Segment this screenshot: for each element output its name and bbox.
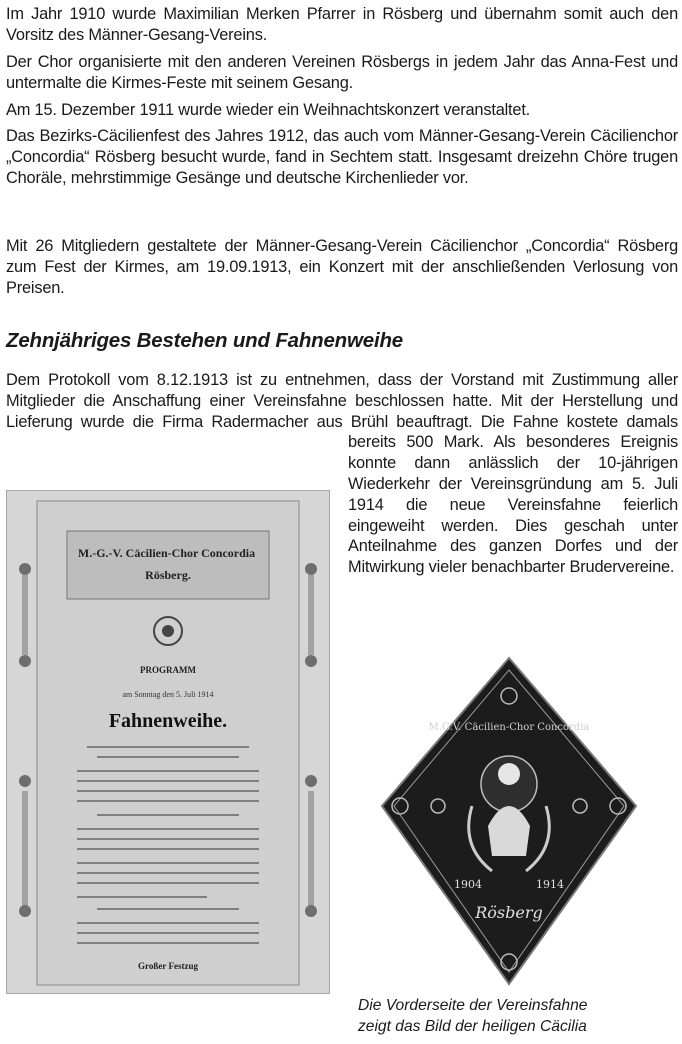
poster-date-line: am Sonntag den 5. Juli 1914 — [122, 690, 214, 699]
caption-line-1: Die Vorderseite der Vereinsfahne — [358, 997, 588, 1014]
poster-header-text: M.-G.-V. Cäcilien-Chor Concordia Rösberg. — [77, 546, 256, 582]
paragraph-1: Im Jahr 1910 wurde Maximilian Merken Pfarrer in Rösberg und übernahm somit auch den Vorsitz des Männer-Gesang-Vereins. — [6, 5, 678, 44]
poster-program-label: PROGRAMM — [140, 665, 196, 675]
flag-image — [380, 656, 638, 986]
paragraph-3: Am 15. Dezember 1911 wurde wieder ein Weihnachtskonzert veranstaltet. — [6, 101, 531, 119]
flag-bottom-text: Rösberg — [475, 903, 543, 922]
image-caption — [358, 996, 587, 1038]
paragraph-5: Mit 26 Mitgliedern gestaltete der Männer-Gesang-Verein Cäcilienchor „Concordia“ Rösberg zum Fest der Kirmes, am 19.09.1913, ein Konzert mit der anschließenden Verlosung von Preisen. — [6, 237, 678, 297]
paragraph-4: Das Bezirks-Cäcilienfest des Jahres 1912, das auch vom Männer-Gesang-Verein Cäcilienchor „Concordia“ Rösberg besucht wurde, fand in Sechtem statt. Insgesamt dreizehn Chöre trugen Choräle, mehrstimmige Gesänge und deutsche Kirchenlieder vor. — [6, 127, 678, 187]
program-poster-image — [6, 490, 330, 994]
flag-top-text: M.G.V. Cäcilien-Chor Concordia — [428, 722, 590, 733]
poster-title: Fahnenweihe. — [108, 710, 228, 732]
poster-drawing — [7, 491, 329, 993]
flag-year-right: 1914 — [536, 878, 564, 891]
section-heading: Zehnjähriges Bestehen und Fahnenweihe — [6, 329, 403, 352]
flag-drawing — [380, 656, 638, 986]
poster-footer: Großer Festzug — [138, 961, 198, 971]
section-body-text: Dem Protokoll vom 8.12.1913 ist zu entnehmen, dass der Vorstand mit Zustimmung aller Mitglieder die Anschaffung einer Vereinsfahne beschlossen hatte. Mit der Herstellung und Lieferung wurde die Firma Radermacher aus Brühl beauftragt. Die Fahne kostete damals bereits 500 Mark. Als besonderes Ereignis konnte dann anlässlich der 10-jährigen Wiederkehr der Vereinsgründung am 5. Juli 1914 die neue Vereinsfahne feierlich eingeweiht werden. Dies geschah unter Anteilnahme des ganzen Dorfes und der Mitwirkung vieler benachbarter Brudervereine. — [6, 371, 678, 577]
flag-year-left: 1904 — [454, 878, 482, 891]
paragraph-2: Der Chor organisierte mit den anderen Vereinen Rösbergs in jedem Jahr das Anna-Fest und untermalte die Kirmes-Feste mit seinem Gesang. — [6, 53, 678, 92]
caption-line-2: zeigt das Bild der heiligen Cäcilia — [358, 1017, 587, 1035]
